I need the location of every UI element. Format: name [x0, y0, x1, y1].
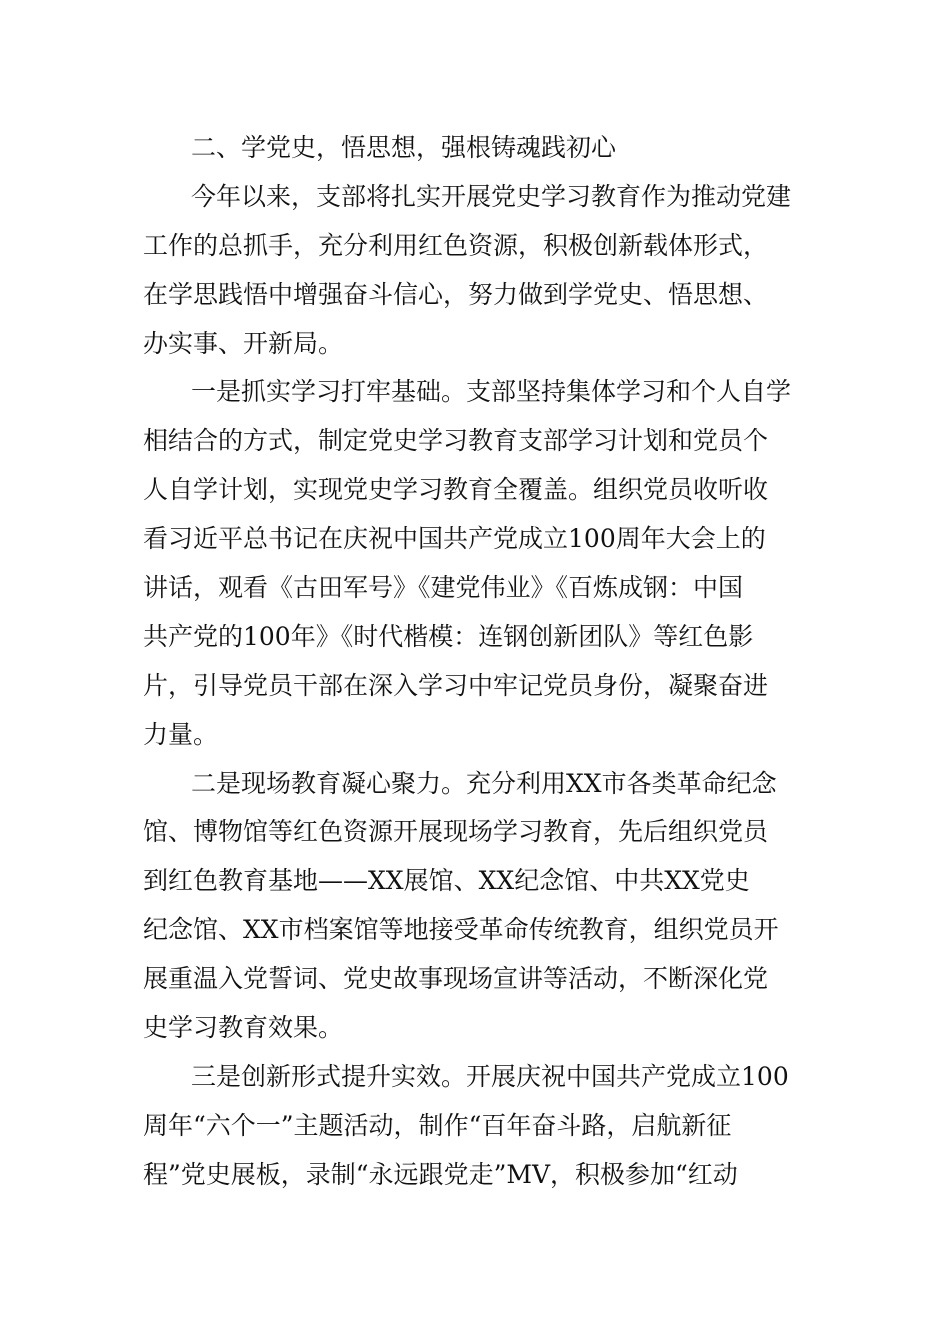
paragraph-line: 片，引导党员干部在深入学习中牢记党员身份，凝聚奋进: [143, 670, 769, 700]
paragraph-line: 相结合的方式，制定党史学习教育支部学习计划和党员个: [143, 426, 769, 456]
paragraph-line: 讲话，观看《古田军号》《建党伟业》《百炼成钢：中国: [143, 573, 744, 603]
paragraph-line: 办实事、开新局。: [143, 328, 344, 358]
paragraph-line: 展重温入党誓词、党史故事现场宣讲等活动，不断深化党: [143, 964, 769, 994]
paragraph-line: 史学习教育效果。: [143, 1013, 344, 1043]
paragraph-onsite: [143, 760, 807, 1053]
paragraph-line: 力量。: [143, 719, 219, 749]
paragraph-line: 人自学计划，实现党史学习教育全覆盖。组织党员收听收: [143, 475, 769, 505]
paragraph-innovation: [143, 1053, 807, 1200]
paragraph-line: 三是创新形式提升实效。开展庆祝中国共产党成立100: [191, 1061, 789, 1091]
paragraph-line: 在学思践悟中增强奋斗信心，努力做到学党史、悟思想、: [143, 279, 769, 309]
paragraph-line: 纪念馆、XX市档案馆等地接受革命传统教育，组织党员开: [143, 915, 779, 945]
paragraph-intro: [143, 173, 807, 369]
paragraph-line: 共产党的100年》《时代楷模：连钢创新团队》等红色影: [143, 621, 754, 651]
paragraph-line: 一是抓实学习打牢基础。支部坚持集体学习和个人自学: [191, 377, 792, 407]
paragraph-line: 到红色教育基地——XX展馆、XX纪念馆、中共XX党史: [143, 866, 750, 896]
paragraph-line: 程”党史展板，录制“永远跟党走”MV，积极参加“红动: [143, 1159, 738, 1189]
paragraph-line: 看习近平总书记在庆祝中国共产党成立100周年大会上的: [143, 524, 766, 554]
paragraph-line: 二是现场教育凝心聚力。充分利用XX市各类革命纪念: [191, 768, 777, 798]
section-heading: 二、学党史，悟思想，强根铸魂践初心: [191, 133, 617, 162]
paragraph-line: 馆、博物馆等红色资源开展现场学习教育，先后组织党员: [143, 817, 769, 847]
paragraph-line: 今年以来，支部将扎实开展党史学习教育作为推动党建: [191, 181, 792, 211]
paragraph-line: 工作的总抓手，充分利用红色资源，积极创新载体形式，: [143, 230, 769, 260]
paragraph-line: 周年“六个一”主题活动，制作“百年奋斗路，启航新征: [143, 1110, 732, 1140]
paragraph-study: [143, 368, 807, 759]
document-page: [143, 124, 807, 1200]
